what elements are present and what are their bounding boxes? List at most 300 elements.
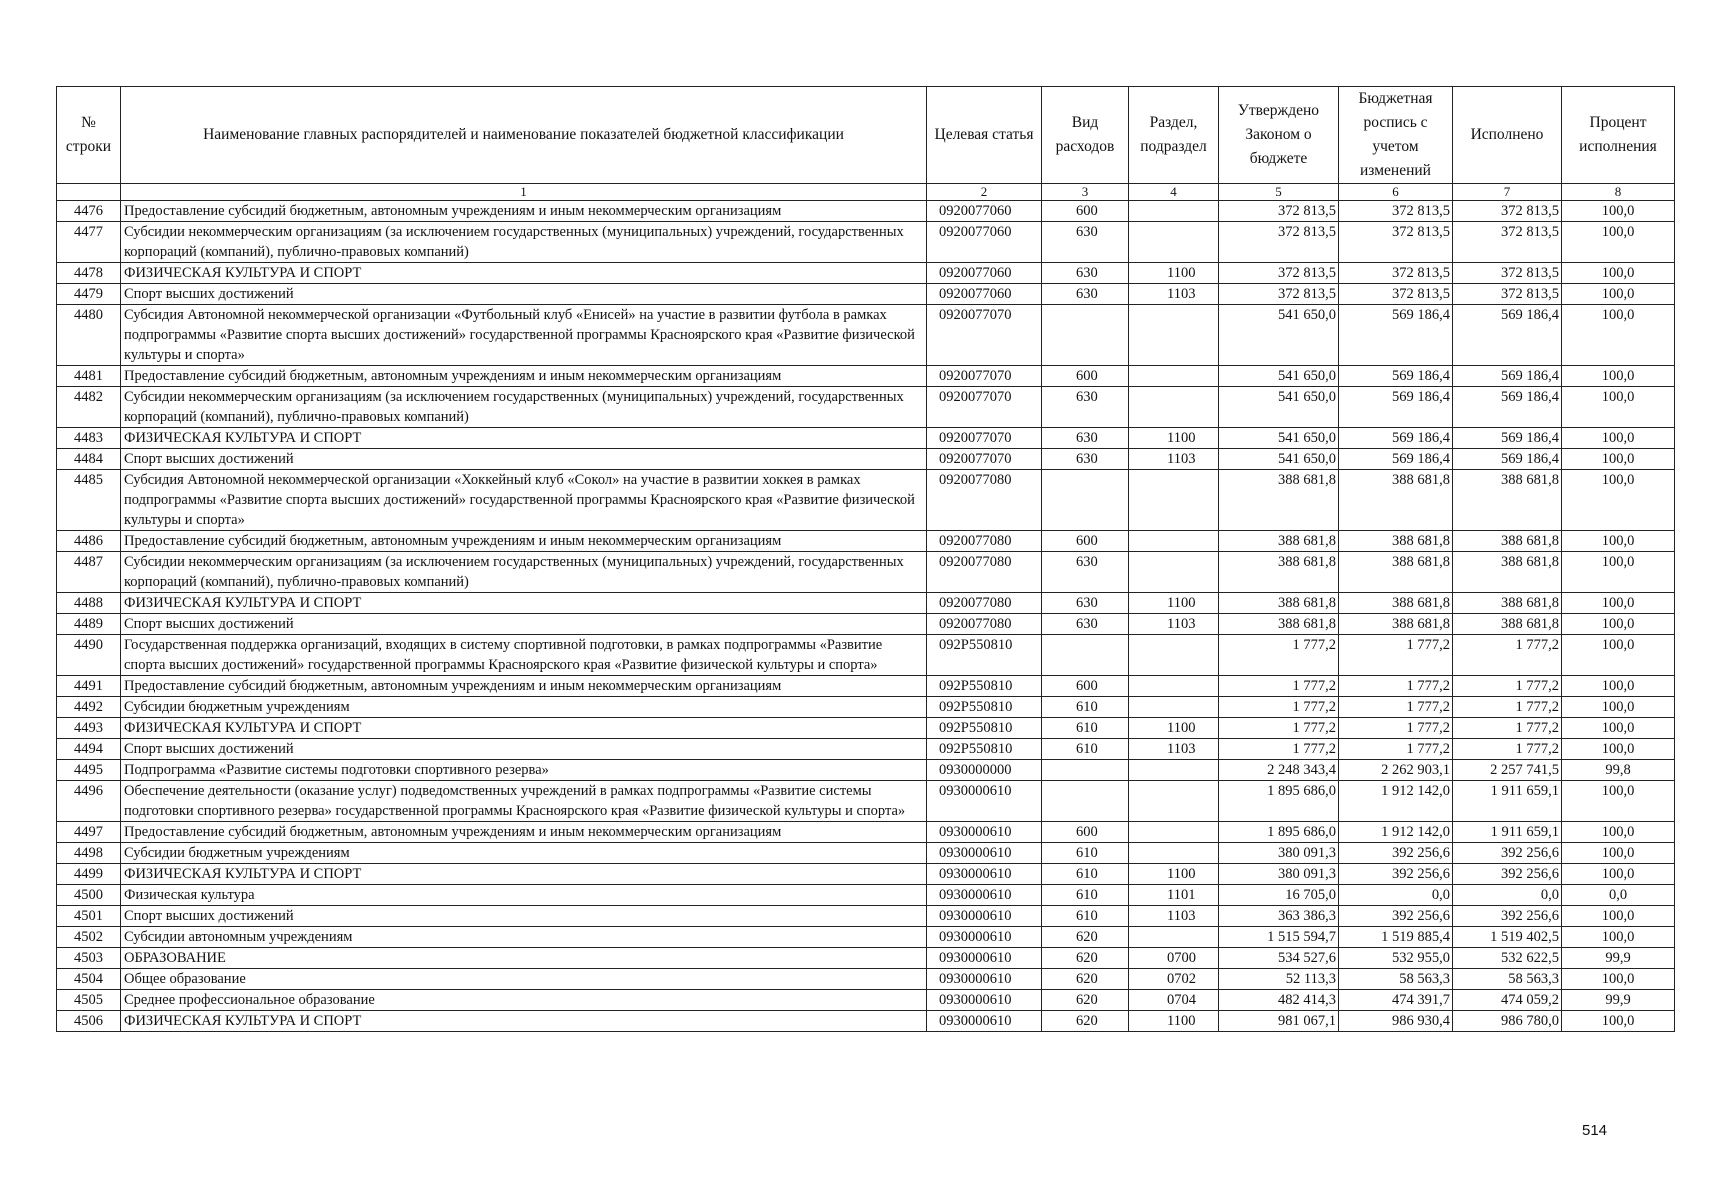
approved-cell: 388 681,8 [1219,552,1339,593]
budget-schedule-cell: 58 563,3 [1339,969,1453,990]
row-name-cell: Подпрограмма «Развитие системы подготовки спортивного резерва» [121,760,927,781]
row-number-cell: 4477 [57,222,121,263]
row-number-cell: 4490 [57,635,121,676]
expense-type-cell: 630 [1042,428,1129,449]
target-article-cell: 0930000610 [927,822,1042,843]
row-number-cell: 4499 [57,864,121,885]
executed-cell: 569 186,4 [1453,449,1562,470]
approved-cell: 1 515 594,7 [1219,927,1339,948]
header-name: Наименование главных распорядителей и наименование показателей бюджетной классификации [121,87,927,184]
executed-cell: 372 813,5 [1453,263,1562,284]
expense-type-cell: 610 [1042,697,1129,718]
table-row [57,263,1675,284]
section-cell: 1100 [1129,593,1219,614]
percent-cell: 99,8 [1562,760,1675,781]
section-cell: 0704 [1129,990,1219,1011]
target-article-cell: 0920077070 [927,366,1042,387]
target-article-cell: 0930000610 [927,927,1042,948]
table-row [57,222,1675,263]
executed-cell: 2 257 741,5 [1453,760,1562,781]
table-row [57,990,1675,1011]
approved-cell: 981 067,1 [1219,1011,1339,1032]
column-number-cell: 2 [927,184,1042,201]
expense-type-cell: 620 [1042,990,1129,1011]
row-number-cell: 4506 [57,1011,121,1032]
target-article-cell: 0930000610 [927,843,1042,864]
target-article-cell: 0920077080 [927,552,1042,593]
budget-schedule-cell: 1 519 885,4 [1339,927,1453,948]
row-name-cell: ФИЗИЧЕСКАЯ КУЛЬТУРА И СПОРТ [121,718,927,739]
executed-cell: 388 681,8 [1453,531,1562,552]
executed-cell: 372 813,5 [1453,201,1562,222]
expense-type-cell [1042,760,1129,781]
executed-cell: 58 563,3 [1453,969,1562,990]
percent-cell: 100,0 [1562,305,1675,366]
budget-schedule-cell: 388 681,8 [1339,470,1453,531]
table-row [57,1011,1675,1032]
header-budget-schedule: Бюджетная роспись с учетом изменений [1339,87,1453,184]
executed-cell: 372 813,5 [1453,222,1562,263]
executed-cell: 1 911 659,1 [1453,822,1562,843]
section-cell [1129,531,1219,552]
row-number-cell: 4480 [57,305,121,366]
column-number-cell: 4 [1129,184,1219,201]
approved-cell: 541 650,0 [1219,366,1339,387]
target-article-cell: 0920077060 [927,263,1042,284]
expense-type-cell: 630 [1042,593,1129,614]
section-cell: 0700 [1129,948,1219,969]
executed-cell: 1 777,2 [1453,635,1562,676]
row-name-cell: Субсидии некоммерческим организациям (за исключением государственных (муниципальных) учреждений, государственных корпораций (компаний), публично-правовых компаний) [121,222,927,263]
executed-cell: 1 777,2 [1453,676,1562,697]
row-number-cell: 4485 [57,470,121,531]
expense-type-cell: 620 [1042,927,1129,948]
column-number-cell [57,184,121,201]
section-cell [1129,760,1219,781]
approved-cell: 372 813,5 [1219,201,1339,222]
row-number-cell: 4484 [57,449,121,470]
approved-cell: 363 386,3 [1219,906,1339,927]
section-cell [1129,927,1219,948]
percent-cell: 100,0 [1562,366,1675,387]
table-row [57,739,1675,760]
row-number-cell: 4492 [57,697,121,718]
target-article-cell: 092P550810 [927,676,1042,697]
row-name-cell: Субсидии автономным учреждениям [121,927,927,948]
section-cell [1129,781,1219,822]
budget-schedule-cell: 1 912 142,0 [1339,822,1453,843]
table-row [57,927,1675,948]
header-row [57,87,1675,184]
row-name-cell: Субсидии бюджетным учреждениям [121,697,927,718]
percent-cell: 100,0 [1562,1011,1675,1032]
row-name-cell: ФИЗИЧЕСКАЯ КУЛЬТУРА И СПОРТ [121,263,927,284]
percent-cell: 100,0 [1562,387,1675,428]
approved-cell: 1 777,2 [1219,739,1339,760]
expense-type-cell: 610 [1042,864,1129,885]
expense-type-cell: 610 [1042,885,1129,906]
percent-cell: 100,0 [1562,552,1675,593]
section-cell [1129,387,1219,428]
target-article-cell: 092P550810 [927,697,1042,718]
percent-cell: 100,0 [1562,222,1675,263]
budget-schedule-cell: 388 681,8 [1339,614,1453,635]
row-name-cell: Субсидии некоммерческим организациям (за исключением государственных (муниципальных) учреждений, государственных корпораций (компаний), публично-правовых компаний) [121,387,927,428]
row-number-cell: 4504 [57,969,121,990]
executed-cell: 569 186,4 [1453,428,1562,449]
target-article-cell: 0920077080 [927,531,1042,552]
table-row [57,531,1675,552]
row-number-cell: 4497 [57,822,121,843]
header-code: Целевая статья [927,87,1042,184]
target-article-cell: 092P550810 [927,739,1042,760]
executed-cell: 392 256,6 [1453,906,1562,927]
column-number-cell: 7 [1453,184,1562,201]
executed-cell: 532 622,5 [1453,948,1562,969]
executed-cell: 1 777,2 [1453,739,1562,760]
section-cell: 1100 [1129,1011,1219,1032]
section-cell: 1100 [1129,718,1219,739]
row-name-cell: Субсидии некоммерческим организациям (за исключением государственных (муниципальных) учреждений, государственных корпораций (компаний), публично-правовых компаний) [121,552,927,593]
section-cell [1129,222,1219,263]
budget-schedule-cell: 1 777,2 [1339,739,1453,760]
section-cell: 1103 [1129,449,1219,470]
row-name-cell: ОБРАЗОВАНИЕ [121,948,927,969]
table-row [57,906,1675,927]
section-cell: 1103 [1129,906,1219,927]
expense-type-cell: 600 [1042,822,1129,843]
section-cell [1129,635,1219,676]
executed-cell: 1 777,2 [1453,697,1562,718]
budget-schedule-cell: 1 777,2 [1339,718,1453,739]
row-number-cell: 4495 [57,760,121,781]
row-name-cell: Предоставление субсидий бюджетным, автономным учреждениям и иным некоммерческим организациям [121,676,927,697]
row-name-cell: ФИЗИЧЕСКАЯ КУЛЬТУРА И СПОРТ [121,593,927,614]
header-approved: Утверждено Законом о бюджете [1219,87,1339,184]
expense-type-cell: 610 [1042,843,1129,864]
target-article-cell: 0930000610 [927,781,1042,822]
column-number-cell: 5 [1219,184,1339,201]
row-name-cell: Субсидии бюджетным учреждениям [121,843,927,864]
executed-cell: 392 256,6 [1453,843,1562,864]
row-name-cell: Предоставление субсидий бюджетным, автономным учреждениям и иным некоммерческим организациям [121,366,927,387]
section-cell: 1100 [1129,428,1219,449]
executed-cell: 1 911 659,1 [1453,781,1562,822]
approved-cell: 372 813,5 [1219,284,1339,305]
target-article-cell: 0920077070 [927,387,1042,428]
row-number-cell: 4503 [57,948,121,969]
row-name-cell: Общее образование [121,969,927,990]
target-article-cell: 0930000610 [927,990,1042,1011]
table-row [57,635,1675,676]
row-name-cell: Спорт высших достижений [121,614,927,635]
budget-schedule-cell: 388 681,8 [1339,552,1453,593]
section-cell: 1100 [1129,864,1219,885]
row-name-cell: Физическая культура [121,885,927,906]
expense-type-cell: 630 [1042,552,1129,593]
row-number-cell: 4486 [57,531,121,552]
approved-cell: 1 777,2 [1219,718,1339,739]
table-row [57,760,1675,781]
budget-schedule-cell: 569 186,4 [1339,428,1453,449]
budget-schedule-cell: 372 813,5 [1339,284,1453,305]
target-article-cell: 0930000610 [927,864,1042,885]
executed-cell: 1 519 402,5 [1453,927,1562,948]
target-article-cell: 0920077080 [927,614,1042,635]
budget-schedule-cell: 392 256,6 [1339,906,1453,927]
budget-schedule-cell: 1 777,2 [1339,635,1453,676]
approved-cell: 388 681,8 [1219,470,1339,531]
percent-cell: 100,0 [1562,470,1675,531]
section-cell [1129,822,1219,843]
table-row [57,552,1675,593]
budget-schedule-cell: 392 256,6 [1339,864,1453,885]
row-name-cell: Спорт высших достижений [121,284,927,305]
expense-type-cell: 620 [1042,1011,1129,1032]
table-row [57,614,1675,635]
expense-type-cell: 630 [1042,614,1129,635]
row-number-cell: 4479 [57,284,121,305]
header-vid: Вид расходов [1042,87,1129,184]
row-name-cell: Обеспечение деятельности (оказание услуг) подведомственных учреждений в рамках подпрограммы «Развитие системы подготовки спортивного резерва» государственной программы Красноярского края «Развитие физической культуры и спорта» [121,781,927,822]
executed-cell: 569 186,4 [1453,305,1562,366]
percent-cell: 0,0 [1562,885,1675,906]
row-name-cell: Спорт высших достижений [121,906,927,927]
budget-schedule-cell: 388 681,8 [1339,531,1453,552]
approved-cell: 372 813,5 [1219,222,1339,263]
row-name-cell: Спорт высших достижений [121,739,927,760]
approved-cell: 52 113,3 [1219,969,1339,990]
table-row [57,428,1675,449]
section-cell [1129,305,1219,366]
percent-cell: 100,0 [1562,284,1675,305]
table-row [57,781,1675,822]
row-number-cell: 4496 [57,781,121,822]
column-number-cell: 3 [1042,184,1129,201]
header-percent: Процент исполнения [1562,87,1675,184]
expense-type-cell: 630 [1042,449,1129,470]
approved-cell: 388 681,8 [1219,614,1339,635]
budget-schedule-cell: 569 186,4 [1339,366,1453,387]
expense-type-cell: 620 [1042,948,1129,969]
header-executed: Исполнено [1453,87,1562,184]
approved-cell: 541 650,0 [1219,305,1339,366]
table-row [57,948,1675,969]
expense-type-cell: 600 [1042,366,1129,387]
section-cell: 1100 [1129,263,1219,284]
section-cell: 1103 [1129,739,1219,760]
table-row [57,470,1675,531]
row-number-cell: 4478 [57,263,121,284]
table-row [57,366,1675,387]
row-number-cell: 4493 [57,718,121,739]
expense-type-cell: 630 [1042,222,1129,263]
row-name-cell: Предоставление субсидий бюджетным, автономным учреждениям и иным некоммерческим организациям [121,201,927,222]
budget-schedule-cell: 388 681,8 [1339,593,1453,614]
budget-schedule-cell: 1 777,2 [1339,697,1453,718]
table-row [57,969,1675,990]
header-razdel: Раздел, подраздел [1129,87,1219,184]
approved-cell: 482 414,3 [1219,990,1339,1011]
budget-schedule-cell: 1 777,2 [1339,676,1453,697]
target-article-cell: 0930000610 [927,1011,1042,1032]
target-article-cell: 0920077080 [927,470,1042,531]
percent-cell: 100,0 [1562,906,1675,927]
row-name-cell: Среднее профессиональное образование [121,990,927,1011]
budget-schedule-cell: 392 256,6 [1339,843,1453,864]
expense-type-cell: 600 [1042,676,1129,697]
executed-cell: 388 681,8 [1453,552,1562,593]
section-cell: 1103 [1129,284,1219,305]
row-number-cell: 4494 [57,739,121,760]
approved-cell: 388 681,8 [1219,531,1339,552]
approved-cell: 1 777,2 [1219,635,1339,676]
row-number-cell: 4481 [57,366,121,387]
column-number-cell: 8 [1562,184,1675,201]
expense-type-cell: 610 [1042,718,1129,739]
approved-cell: 1 895 686,0 [1219,781,1339,822]
approved-cell: 2 248 343,4 [1219,760,1339,781]
budget-schedule-cell: 569 186,4 [1339,305,1453,366]
row-name-cell: Предоставление субсидий бюджетным, автономным учреждениям и иным некоммерческим организациям [121,531,927,552]
budget-schedule-cell: 0,0 [1339,885,1453,906]
table-row [57,822,1675,843]
expense-type-cell: 630 [1042,263,1129,284]
table-row [57,843,1675,864]
row-number-cell: 4482 [57,387,121,428]
target-article-cell: 0920077080 [927,593,1042,614]
approved-cell: 1 895 686,0 [1219,822,1339,843]
executed-cell: 986 780,0 [1453,1011,1562,1032]
row-number-cell: 4491 [57,676,121,697]
percent-cell: 100,0 [1562,263,1675,284]
row-number-cell: 4500 [57,885,121,906]
executed-cell: 392 256,6 [1453,864,1562,885]
approved-cell: 541 650,0 [1219,449,1339,470]
executed-cell: 1 777,2 [1453,718,1562,739]
expense-type-cell: 610 [1042,906,1129,927]
target-article-cell: 092P550810 [927,718,1042,739]
row-name-cell: ФИЗИЧЕСКАЯ КУЛЬТУРА И СПОРТ [121,864,927,885]
approved-cell: 380 091,3 [1219,864,1339,885]
percent-cell: 100,0 [1562,718,1675,739]
section-cell [1129,470,1219,531]
percent-cell: 99,9 [1562,990,1675,1011]
target-article-cell: 0930000610 [927,969,1042,990]
expense-type-cell: 610 [1042,739,1129,760]
section-cell: 1103 [1129,614,1219,635]
row-number-cell: 4483 [57,428,121,449]
section-cell: 1101 [1129,885,1219,906]
table-row [57,593,1675,614]
percent-cell: 100,0 [1562,781,1675,822]
percent-cell: 100,0 [1562,739,1675,760]
section-cell [1129,552,1219,593]
percent-cell: 100,0 [1562,428,1675,449]
executed-cell: 569 186,4 [1453,366,1562,387]
table-row [57,305,1675,366]
row-number-cell: 4505 [57,990,121,1011]
section-cell [1129,201,1219,222]
expense-type-cell [1042,781,1129,822]
column-numbers-row [57,184,1675,201]
column-number-cell: 1 [121,184,927,201]
budget-schedule-cell: 1 912 142,0 [1339,781,1453,822]
percent-cell: 100,0 [1562,593,1675,614]
percent-cell: 100,0 [1562,531,1675,552]
target-article-cell: 0930000610 [927,906,1042,927]
executed-cell: 388 681,8 [1453,614,1562,635]
table-row [57,387,1675,428]
row-name-cell: Субсидия Автономной некоммерческой организации «Футбольный клуб «Енисей» на участие в развитии футбола в рамках подпрограммы «Развитие спорта высших достижений» государственной программы Красноярского края «Развитие физической культуры и спорта» [121,305,927,366]
table-row [57,201,1675,222]
percent-cell: 100,0 [1562,927,1675,948]
percent-cell: 100,0 [1562,614,1675,635]
row-name-cell: ФИЗИЧЕСКАЯ КУЛЬТУРА И СПОРТ [121,428,927,449]
section-cell: 0702 [1129,969,1219,990]
percent-cell: 100,0 [1562,822,1675,843]
row-number-cell: 4476 [57,201,121,222]
percent-cell: 100,0 [1562,676,1675,697]
table-row [57,864,1675,885]
expense-type-cell: 620 [1042,969,1129,990]
section-cell [1129,676,1219,697]
table-row [57,885,1675,906]
approved-cell: 380 091,3 [1219,843,1339,864]
row-number-cell: 4502 [57,927,121,948]
percent-cell: 100,0 [1562,969,1675,990]
budget-schedule-cell: 569 186,4 [1339,387,1453,428]
budget-schedule-cell: 569 186,4 [1339,449,1453,470]
section-cell [1129,366,1219,387]
row-name-cell: Субсидия Автономной некоммерческой организации «Хоккейный клуб «Сокол» на участие в развитии хоккея в рамках подпрограммы «Развитие спорта высших достижений» государственной программы Красноярского края «Развитие физической культуры и спорта» [121,470,927,531]
target-article-cell: 0920077070 [927,449,1042,470]
approved-cell: 541 650,0 [1219,387,1339,428]
budget-schedule-cell: 372 813,5 [1339,201,1453,222]
table-row [57,284,1675,305]
budget-schedule-cell: 986 930,4 [1339,1011,1453,1032]
budget-table [56,86,1675,1032]
approved-cell: 372 813,5 [1219,263,1339,284]
percent-cell: 100,0 [1562,449,1675,470]
header-no: № строки [57,87,121,184]
section-cell [1129,843,1219,864]
table-row [57,697,1675,718]
executed-cell: 388 681,8 [1453,470,1562,531]
row-number-cell: 4501 [57,906,121,927]
target-article-cell: 0920077060 [927,284,1042,305]
percent-cell: 100,0 [1562,635,1675,676]
target-article-cell: 0920077070 [927,305,1042,366]
budget-schedule-cell: 2 262 903,1 [1339,760,1453,781]
percent-cell: 99,9 [1562,948,1675,969]
target-article-cell: 0930000000 [927,760,1042,781]
approved-cell: 534 527,6 [1219,948,1339,969]
expense-type-cell: 600 [1042,201,1129,222]
percent-cell: 100,0 [1562,201,1675,222]
percent-cell: 100,0 [1562,864,1675,885]
target-article-cell: 092P550810 [927,635,1042,676]
table-row [57,676,1675,697]
budget-schedule-cell: 474 391,7 [1339,990,1453,1011]
approved-cell: 1 777,2 [1219,697,1339,718]
expense-type-cell: 630 [1042,387,1129,428]
table-row [57,718,1675,739]
row-name-cell: Предоставление субсидий бюджетным, автономным учреждениям и иным некоммерческим организациям [121,822,927,843]
row-name-cell: Спорт высших достижений [121,449,927,470]
executed-cell: 474 059,2 [1453,990,1562,1011]
expense-type-cell [1042,305,1129,366]
